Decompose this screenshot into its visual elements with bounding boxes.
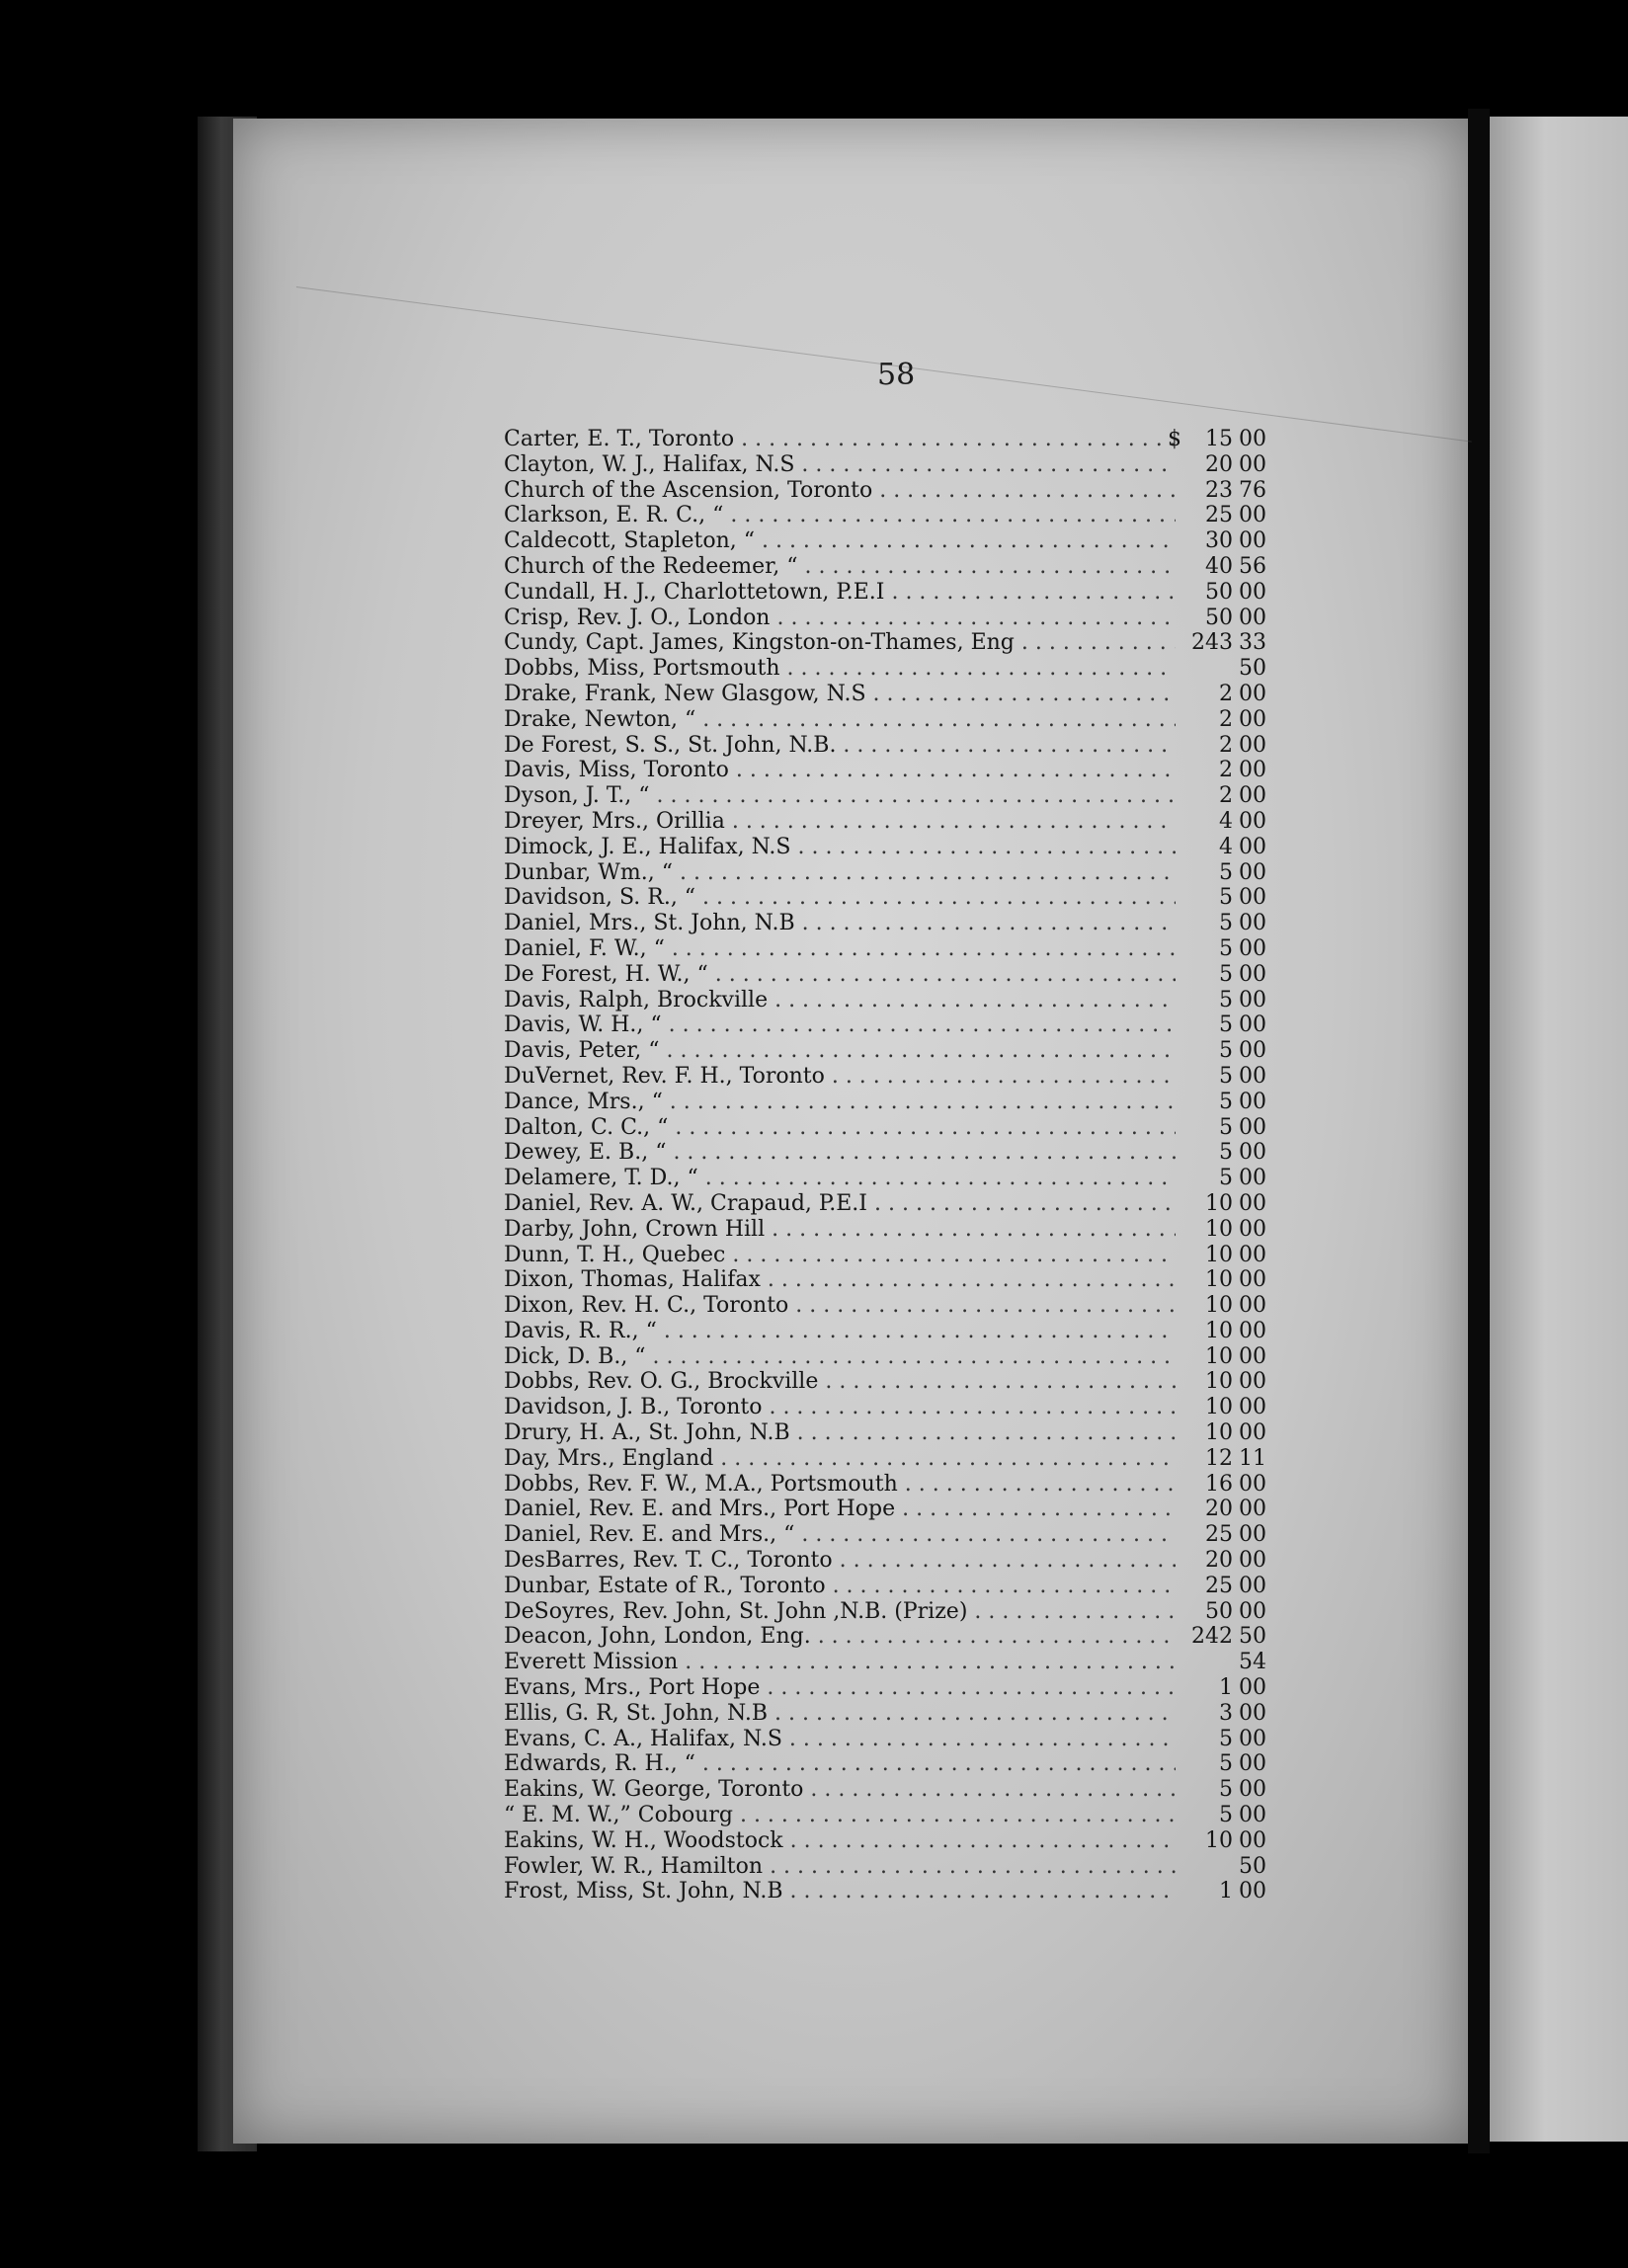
amount-cents: 00	[1239, 1777, 1266, 1803]
amount-cents: 00	[1239, 987, 1266, 1012]
donor-name: Dixon, Thomas, Halifax . . .	[504, 1267, 1176, 1293]
donor-entry	[504, 1369, 1274, 1395]
donor-entry	[504, 682, 1274, 707]
donor-entry	[504, 1012, 1274, 1038]
amount-cents: 00	[1239, 503, 1266, 528]
amount-dollars: 5	[1219, 885, 1233, 911]
donor-entry	[504, 1854, 1274, 1880]
amount-cents: 11	[1239, 1445, 1266, 1471]
amount-cents: 00	[1239, 605, 1266, 630]
donor-entry	[504, 860, 1274, 886]
amount-dollars: 2	[1219, 758, 1233, 783]
donor-name: Caldecott, Stapleton, “ . . .	[504, 528, 1176, 554]
donor-entry	[504, 1344, 1274, 1370]
donor-name: Everett Mission . . .	[504, 1650, 1176, 1675]
donor-name: Dreyer, Mrs., Orillia . . .	[504, 809, 1176, 835]
amount-cents: 00	[1239, 1012, 1266, 1038]
donor-entry	[504, 885, 1274, 911]
donor-entry	[504, 1777, 1274, 1803]
donor-name: Evans, C. A., Halifax, N.S . . .	[504, 1727, 1176, 1752]
donor-name: Eakins, W. George, Toronto . . .	[504, 1777, 1176, 1803]
amount-dollars: 5	[1219, 1140, 1233, 1166]
amount-cents: 00	[1239, 1242, 1266, 1267]
donor-entry	[504, 809, 1274, 835]
donor-name: Dixon, Rev. H. C., Toronto . . .	[504, 1293, 1176, 1319]
donor-entry	[504, 962, 1274, 988]
donor-entry	[504, 758, 1274, 783]
amount-cents: 00	[1239, 1293, 1266, 1319]
amount-cents: 00	[1239, 1573, 1266, 1598]
amount-cents: 00	[1239, 427, 1266, 451]
donor-entry	[504, 1217, 1274, 1243]
donor-name: Clarkson, E. R. C., “ . . .	[504, 503, 1176, 528]
donor-entry	[504, 1420, 1274, 1446]
donor-name: DesBarres, Rev. T. C., Toronto . . .	[504, 1548, 1176, 1574]
amount-dollars: 5	[1219, 987, 1233, 1012]
donor-entry	[504, 835, 1274, 860]
amount-dollars: 50	[1205, 605, 1233, 630]
donor-entry	[504, 427, 1274, 452]
donor-entry	[504, 783, 1274, 809]
amount-dollars: 243	[1191, 630, 1233, 656]
donor-name: Dick, D. B., “ . . .	[504, 1344, 1176, 1370]
donor-name: Dunbar, Estate of R., Toronto . . .	[504, 1574, 1176, 1599]
donor-entry	[504, 1548, 1274, 1574]
amount-dollars: 4	[1219, 834, 1233, 859]
amount-cents: 00	[1239, 1751, 1266, 1777]
donor-entry	[504, 1727, 1274, 1752]
amount-cents: 00	[1239, 1471, 1266, 1497]
donor-entry	[504, 1140, 1274, 1166]
amount-cents: 00	[1239, 1216, 1266, 1242]
amount-dollars: 10	[1205, 1395, 1233, 1420]
amount-dollars: 5	[1219, 1751, 1233, 1777]
donor-name: Dalton, C. C., “ . . .	[504, 1115, 1176, 1141]
donor-name: Daniel, Rev. E. and Mrs., Port Hope . . .	[504, 1497, 1176, 1522]
donor-name: Clayton, W. J., Halifax, N.S . . .	[504, 452, 1176, 478]
amount-dollars: 5	[1219, 1063, 1233, 1089]
amount-dollars: 5	[1219, 1114, 1233, 1140]
amount-cents: 33	[1239, 630, 1266, 656]
amount-dollars: 20	[1205, 451, 1233, 477]
donor-name: Evans, Mrs., Port Hope . . .	[504, 1675, 1176, 1701]
donor-entry	[504, 1395, 1274, 1420]
amount-dollars: 25	[1205, 1573, 1233, 1598]
amount-cents: 54	[1239, 1650, 1266, 1675]
donor-name: Daniel, F. W., “ . . .	[504, 936, 1176, 962]
donor-entry	[504, 1166, 1274, 1191]
amount-cents: 00	[1239, 834, 1266, 859]
donor-name: Cundall, H. J., Charlottetown, P.E.I . . .	[504, 580, 1176, 606]
amount-cents: 00	[1239, 681, 1266, 706]
donor-name: DuVernet, Rev. F. H., Toronto . . .	[504, 1064, 1176, 1090]
amount-cents: 76	[1239, 477, 1266, 503]
amount-dollars: 10	[1205, 1216, 1233, 1242]
amount-dollars: 25	[1205, 503, 1233, 528]
donor-entry	[504, 452, 1274, 478]
amount-dollars: 15	[1205, 427, 1233, 451]
donor-entry	[504, 1497, 1274, 1522]
donor-entry	[504, 580, 1274, 606]
amount-cents: 00	[1239, 579, 1266, 605]
amount-cents: 00	[1239, 1803, 1266, 1828]
donor-name: Cundy, Capt. James, Kingston-on-Thames, Eng . . .	[504, 630, 1176, 656]
amount-dollars: 5	[1219, 1726, 1233, 1751]
amount-dollars: 5	[1219, 961, 1233, 987]
amount-cents: 00	[1239, 1089, 1266, 1114]
donor-name: Crisp, Rev. J. O., London . . .	[504, 606, 1176, 631]
donor-entry	[504, 1243, 1274, 1268]
donor-name: DeSoyres, Rev. John, St. John ,N.B. (Prize) . . .	[504, 1599, 1176, 1625]
adjacent-page-edge	[1490, 117, 1628, 2142]
donor-entry	[504, 911, 1274, 936]
donor-name: Fowler, W. R., Hamilton . . .	[504, 1854, 1176, 1880]
donor-entry	[504, 1293, 1274, 1319]
amount-dollars: 2	[1219, 706, 1233, 732]
amount-cents: 00	[1239, 1140, 1266, 1166]
donor-name: De Forest, H. W., “ . . .	[504, 962, 1176, 988]
donor-name: Frost, Miss, St. John, N.B . . .	[504, 1879, 1176, 1904]
donor-entry	[504, 1574, 1274, 1599]
amount-cents: 50	[1239, 1624, 1266, 1650]
amount-cents: 00	[1239, 1114, 1266, 1140]
donor-entry	[504, 606, 1274, 631]
donor-name: Daniel, Rev. E. and Mrs., “ . . .	[504, 1522, 1176, 1548]
amount-dollars: 5	[1219, 935, 1233, 961]
amount-cents: 00	[1239, 1827, 1266, 1853]
amount-dollars: 2	[1219, 732, 1233, 758]
donor-entry	[504, 630, 1274, 656]
donor-name: Church of the Ascension, Toronto . . .	[504, 478, 1176, 504]
amount-dollars: 5	[1219, 1038, 1233, 1064]
amount-cents: 00	[1239, 1318, 1266, 1343]
amount-cents: 50	[1239, 656, 1266, 682]
donor-entry	[504, 1472, 1274, 1498]
donor-entry	[504, 1064, 1274, 1090]
donor-entry	[504, 503, 1274, 528]
amount-dollars: 1	[1219, 1675, 1233, 1701]
book-gutter	[1468, 109, 1490, 2153]
donor-entry	[504, 1319, 1274, 1344]
donor-entry	[504, 1090, 1274, 1115]
donor-name: Church of the Redeemer, “ . . .	[504, 554, 1176, 580]
amount-cents: 00	[1239, 859, 1266, 885]
donor-name: Daniel, Mrs., St. John, N.B . . .	[504, 911, 1176, 936]
amount-cents: 00	[1239, 1166, 1266, 1191]
donor-name: Drake, Frank, New Glasgow, N.S . . .	[504, 682, 1176, 707]
donor-name: Drake, Newton, “ . . .	[504, 707, 1176, 733]
donor-entry	[504, 1624, 1274, 1650]
amount-dollars: 10	[1205, 1190, 1233, 1216]
amount-dollars: 2	[1219, 783, 1233, 809]
amount-dollars: 23	[1205, 477, 1233, 503]
donor-name: De Forest, S. S., St. John, N.B. . . .	[504, 733, 1176, 759]
amount-dollars: 3	[1219, 1700, 1233, 1726]
amount-dollars: 30	[1205, 528, 1233, 554]
donor-name: Dunbar, Wm., “ . . .	[504, 860, 1176, 886]
amount-dollars: 20	[1205, 1548, 1233, 1574]
amount-dollars: 10	[1205, 1369, 1233, 1395]
donor-entry	[504, 1701, 1274, 1727]
donor-name: Daniel, Rev. A. W., Crapaud, P.E.I . . .	[504, 1191, 1176, 1217]
page-number: 58	[877, 358, 916, 392]
donor-entry	[504, 1879, 1274, 1904]
amount-dollars: 2	[1219, 681, 1233, 706]
amount-dollars: 10	[1205, 1343, 1233, 1369]
donor-name: Davis, R. R., “ . . .	[504, 1319, 1176, 1344]
donor-name: Davis, Miss, Toronto . . .	[504, 758, 1176, 783]
amount-dollars: 10	[1205, 1827, 1233, 1853]
donor-entry	[504, 1675, 1274, 1701]
donor-name: Davidson, S. R., “ . . .	[504, 885, 1176, 911]
amount-cents: 00	[1239, 1267, 1266, 1293]
donor-name: “ E. M. W.,” Cobourg . . .	[504, 1803, 1176, 1828]
donor-name: Dance, Mrs., “ . . .	[504, 1090, 1176, 1115]
amount-dollars: 10	[1205, 1420, 1233, 1446]
amount-cents: 00	[1239, 885, 1266, 911]
amount-cents: 56	[1239, 553, 1266, 579]
amount-cents: 00	[1239, 1395, 1266, 1420]
amount-cents: 00	[1239, 808, 1266, 834]
donor-name: Ellis, G. R, St. John, N.B . . .	[504, 1701, 1176, 1727]
donor-name: Deacon, John, London, Eng. . . .	[504, 1624, 1176, 1650]
amount-dollars: 5	[1219, 1089, 1233, 1114]
amount-dollars: 5	[1219, 1012, 1233, 1038]
amount-cents: 00	[1239, 1522, 1266, 1548]
donor-name: Edwards, R. H., “ . . .	[504, 1751, 1176, 1777]
amount-dollars: 50	[1205, 1598, 1233, 1624]
donor-entry	[504, 1446, 1274, 1472]
amount-cents: 00	[1239, 1190, 1266, 1216]
amount-dollars: 4	[1219, 808, 1233, 834]
amount-cents: 00	[1239, 911, 1266, 936]
amount-cents: 00	[1239, 1369, 1266, 1395]
donor-entry	[504, 554, 1274, 580]
amount-cents: 00	[1239, 1548, 1266, 1574]
donor-name: Delamere, T. D., “ . . .	[504, 1166, 1176, 1191]
amount-cents: 00	[1239, 732, 1266, 758]
amount-cents: 00	[1239, 961, 1266, 987]
amount-cents: 00	[1239, 528, 1266, 554]
donor-entry	[504, 528, 1274, 554]
donor-entry	[504, 1038, 1274, 1064]
donor-list	[504, 427, 1274, 1904]
amount-dollars: 20	[1205, 1497, 1233, 1522]
amount-cents: 00	[1239, 451, 1266, 477]
amount-cents: 50	[1239, 1853, 1266, 1879]
amount-dollars: 5	[1219, 859, 1233, 885]
amount-cents: 00	[1239, 706, 1266, 732]
donor-name: Eakins, W. H., Woodstock . . .	[504, 1828, 1176, 1854]
amount-dollars: 10	[1205, 1318, 1233, 1343]
donor-name: Dyson, J. T., “ . . .	[504, 783, 1176, 809]
amount-dollars: 10	[1205, 1267, 1233, 1293]
amount-dollars: 242	[1191, 1624, 1233, 1650]
donor-entry	[504, 1522, 1274, 1548]
donor-entry	[504, 936, 1274, 962]
amount-cents: 00	[1239, 1343, 1266, 1369]
amount-dollars: 10	[1205, 1242, 1233, 1267]
donor-name: Davis, Peter, “ . . .	[504, 1038, 1176, 1064]
amount-dollars: 5	[1219, 1166, 1233, 1191]
amount-dollars: 25	[1205, 1522, 1233, 1548]
donor-entry	[504, 1599, 1274, 1625]
donor-entry	[504, 733, 1274, 759]
amount-cents: 00	[1239, 935, 1266, 961]
amount-dollars: 50	[1205, 579, 1233, 605]
amount-cents: 00	[1239, 783, 1266, 809]
donor-name: Davidson, J. B., Toronto . . .	[504, 1395, 1176, 1420]
amount-cents: 00	[1239, 1063, 1266, 1089]
amount-dollars: 40	[1205, 553, 1233, 579]
amount-cents: 00	[1239, 1038, 1266, 1064]
amount-dollars: 12	[1205, 1445, 1233, 1471]
donor-entry	[504, 1751, 1274, 1777]
donor-name: Dobbs, Rev. F. W., M.A., Portsmouth . . .	[504, 1472, 1176, 1498]
donor-name: Dunn, T. H., Quebec . . .	[504, 1243, 1176, 1268]
amount-cents: 00	[1239, 1675, 1266, 1701]
currency-symbol: $	[1168, 427, 1181, 451]
donor-entry	[504, 1803, 1274, 1828]
donor-name: Carter, E. T., Toronto . . .	[504, 427, 1176, 452]
amount-dollars: 5	[1219, 911, 1233, 936]
donor-entry	[504, 1828, 1274, 1854]
donor-entry	[504, 1191, 1274, 1217]
amount-cents: 00	[1239, 1497, 1266, 1522]
amount-cents: 00	[1239, 758, 1266, 783]
donor-entry	[504, 1267, 1274, 1293]
donor-entry	[504, 1650, 1274, 1675]
donor-name: Darby, John, Crown Hill . . .	[504, 1217, 1176, 1243]
amount-dollars: 5	[1219, 1777, 1233, 1803]
donor-entry	[504, 656, 1274, 682]
amount-dollars: 16	[1205, 1471, 1233, 1497]
amount-dollars: 5	[1219, 1803, 1233, 1828]
donor-name: Dobbs, Rev. O. G., Brockville . . .	[504, 1369, 1176, 1395]
donor-entry	[504, 478, 1274, 504]
donor-name: Day, Mrs., England . . .	[504, 1446, 1176, 1472]
amount-cents: 00	[1239, 1598, 1266, 1624]
amount-cents: 00	[1239, 1700, 1266, 1726]
amount-cents: 00	[1239, 1879, 1266, 1904]
donor-name: Dewey, E. B., “ . . .	[504, 1140, 1176, 1166]
donor-entry	[504, 988, 1274, 1013]
donor-name: Dobbs, Miss, Portsmouth . . .	[504, 656, 1176, 682]
donor-entry	[504, 1115, 1274, 1141]
donor-name: Davis, Ralph, Brockville . . .	[504, 988, 1176, 1013]
donor-name: Davis, W. H., “ . . .	[504, 1012, 1176, 1038]
amount-dollars: 1	[1219, 1879, 1233, 1904]
amount-cents: 00	[1239, 1726, 1266, 1751]
amount-dollars: 10	[1205, 1293, 1233, 1319]
donor-name: Dimock, J. E., Halifax, N.S . . .	[504, 835, 1176, 860]
donor-name: Drury, H. A., St. John, N.B . . .	[504, 1420, 1176, 1446]
amount-cents: 00	[1239, 1420, 1266, 1446]
donor-entry	[504, 707, 1274, 733]
